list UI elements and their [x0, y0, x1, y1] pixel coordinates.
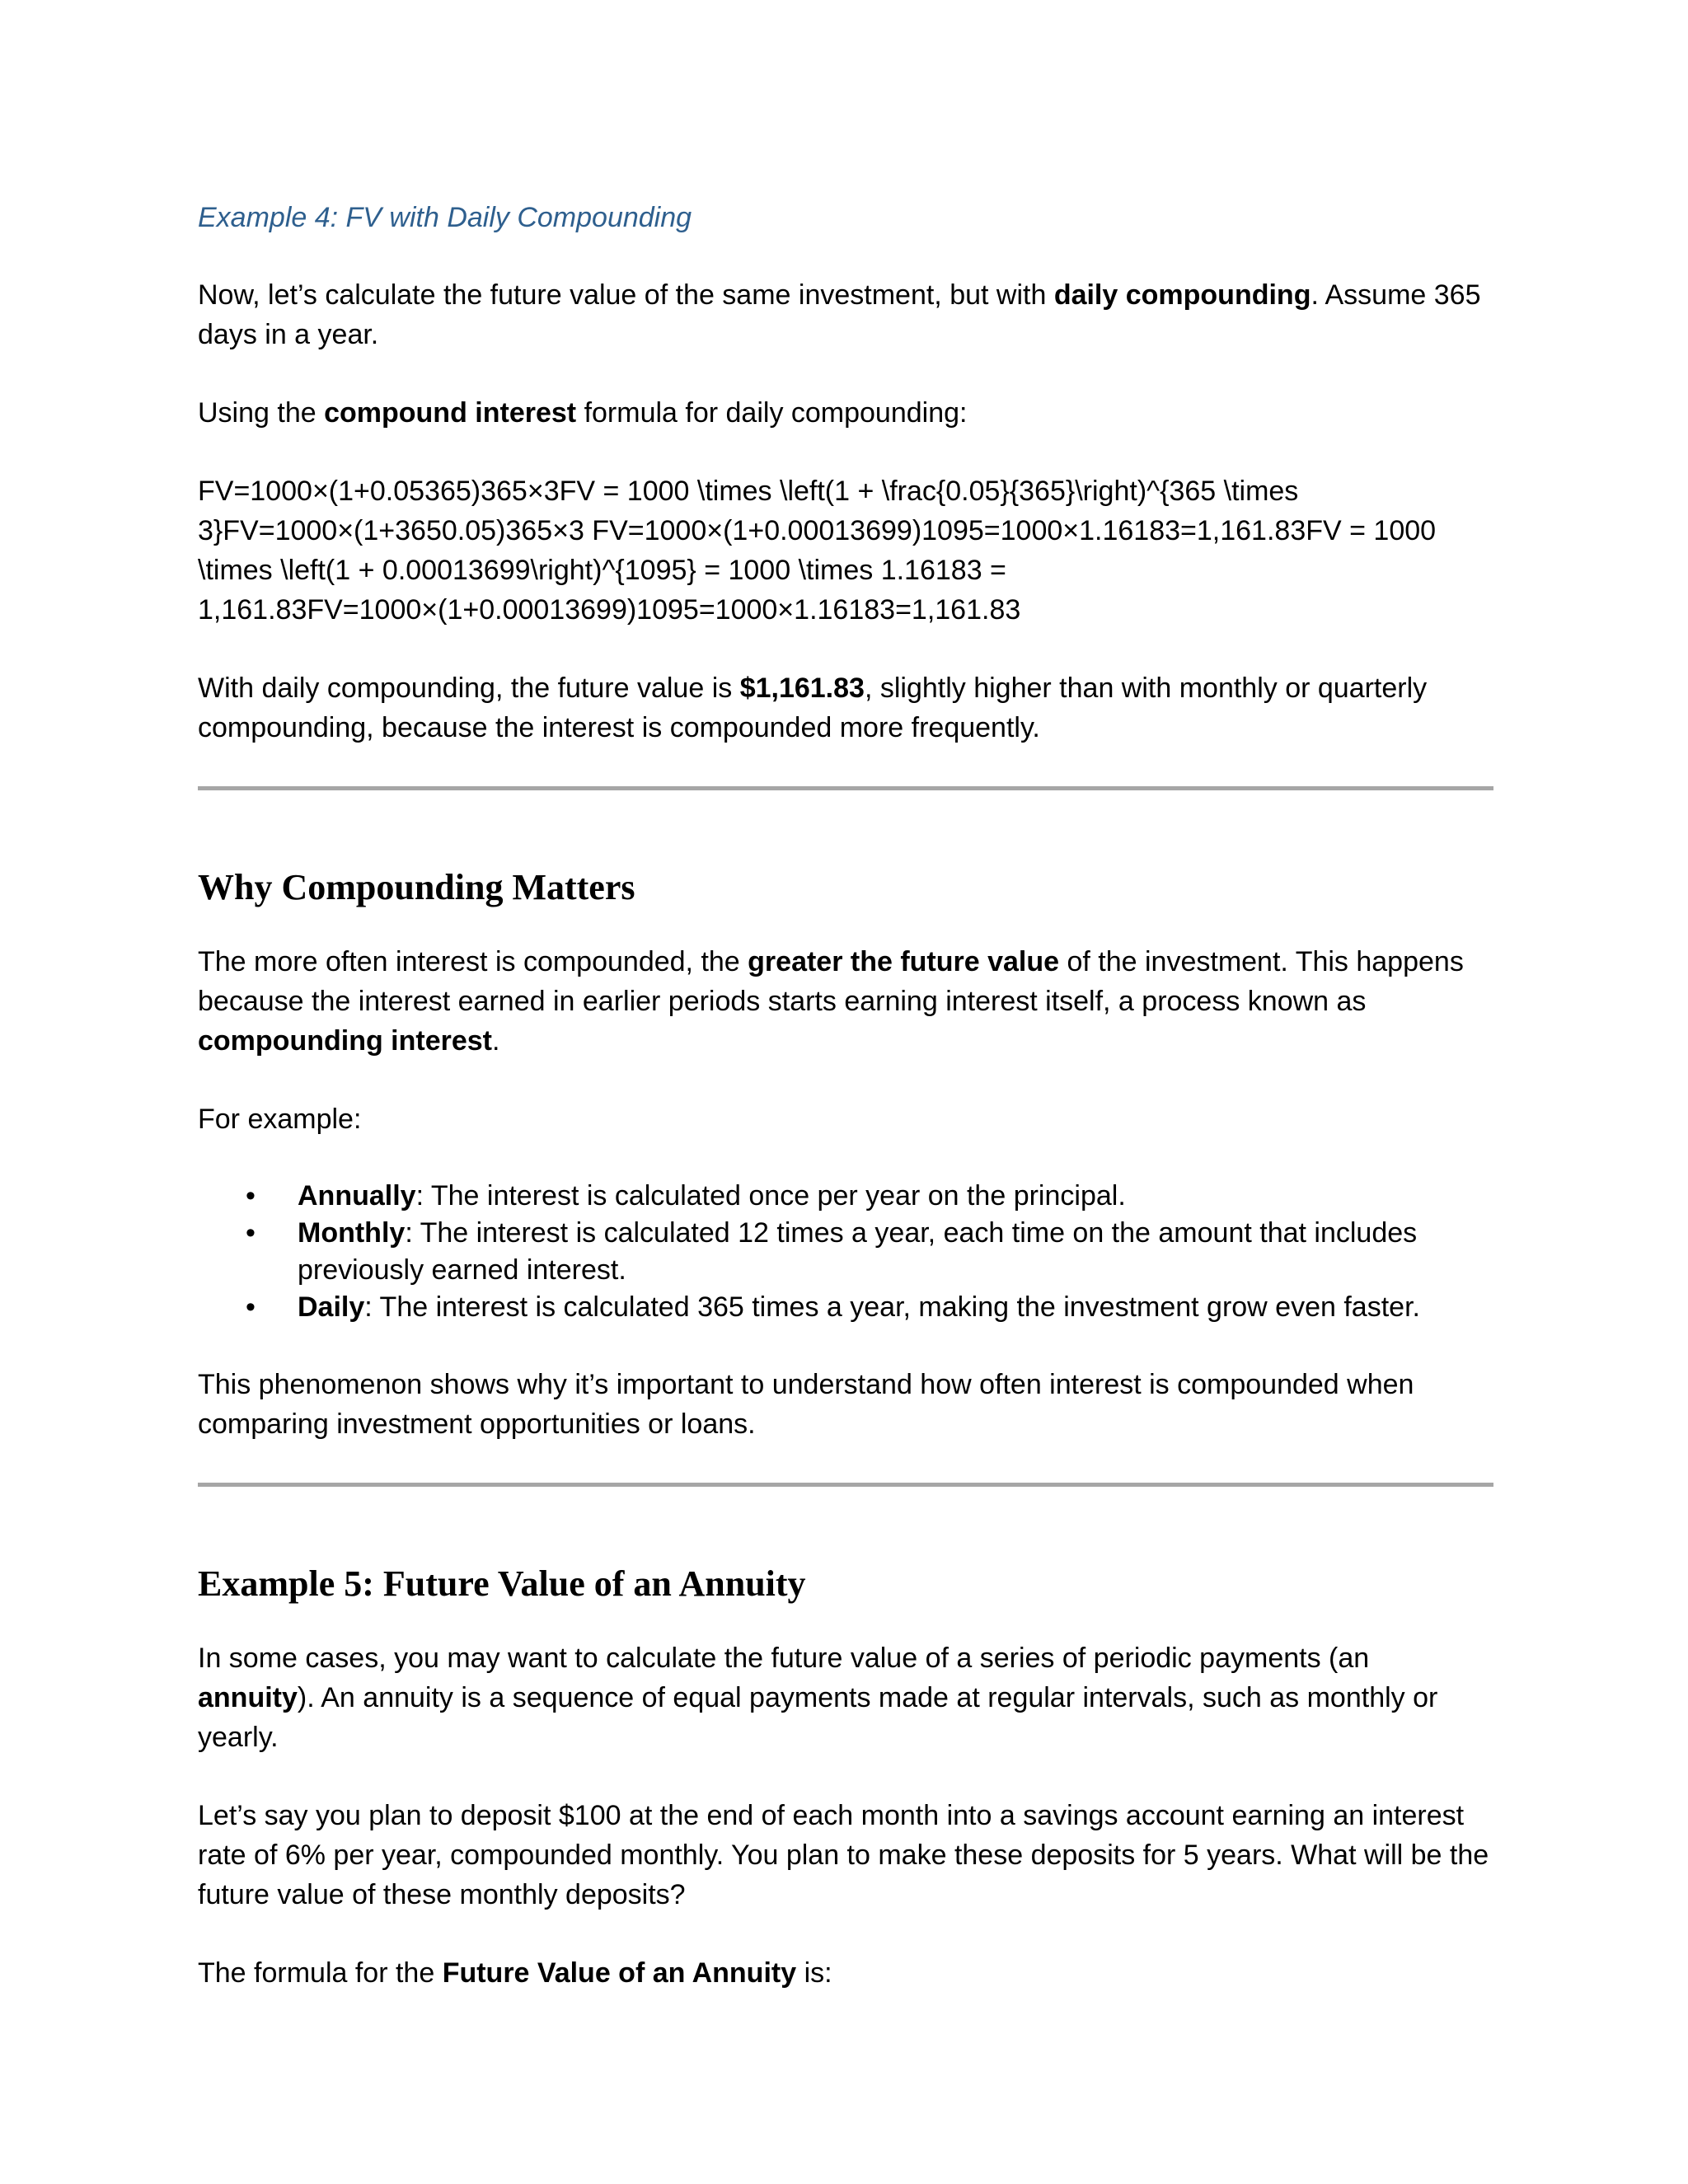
example4-result-paragraph: With daily compounding, the future value is $1,161.83, slightly higher than with monthly or quarterly compounding, because the interest is compounded more frequently. — [198, 673, 1428, 743]
example5-formula-intro: The formula for the Future Value of an Annuity is: — [198, 1957, 832, 1989]
bullet-icon: • — [246, 1180, 256, 1212]
example4-formula-intro: Using the compound interest formula for daily compounding: — [198, 397, 968, 429]
example4-formula: FV=1000×(1+0.05365)365×3FV = 1000 \times \left(1 + \frac{0.05}{365}\right)^{365 \times 3}FV=1000×(1+3650.05)365×3 FV=1000×(1+0.00013699)1095=1000×1.16183=1,161.83FV = 1000 \times \left(1 + 0.00013699\right)^{1095} = 1000 \times 1.16183 = 1,161.83FV=1000×(1+0.00013699)1095=1000×1.16183=1,161.83 — [198, 476, 1437, 626]
example5-intro-paragraph: In some cases, you may want to calculate the future value of a series of periodic payments (an annuity). An annuity is a sequence of equal payments made at regular intervals, such as monthly or yearly. — [198, 1643, 1438, 1753]
list-item: • Monthly: The interest is calculated 12 times a year, each time on the amount that includes previously earned interest. — [198, 1215, 1493, 1289]
bullet-icon: • — [246, 1217, 256, 1249]
why-compounding-paragraph: The more often interest is compounded, the greater the future value of the investment. This happens because the interest earned in earlier periods starts earning interest itself, a process known as compounding interest. — [198, 946, 1464, 1057]
example4-heading: Example 4: FV with Daily Compounding — [198, 202, 692, 233]
example5-scenario-paragraph: Let’s say you plan to deposit $100 at the end of each month into a savings account earning an interest rate of 6% per year, compounded monthly. You plan to make these deposits for 5 years. What will be the future value of these monthly deposits? — [198, 1800, 1489, 1910]
for-example-label: For example: — [198, 1104, 362, 1135]
section-divider — [198, 1483, 1493, 1487]
list-item: • Daily: The interest is calculated 365 times a year, making the investment grow even faster. — [198, 1289, 1493, 1326]
example5-heading: Example 5: Future Value of an Annuity — [198, 1563, 806, 1604]
why-compounding-heading: Why Compounding Matters — [198, 867, 635, 907]
compounding-frequency-list — [198, 1178, 1493, 1326]
list-item: • Annually: The interest is calculated once per year on the principal. — [198, 1178, 1493, 1215]
document-content — [198, 198, 1493, 1993]
bullet-icon: • — [246, 1291, 256, 1323]
example4-intro-paragraph: Now, let’s calculate the future value of the same investment, but with daily compounding. Assume 365 days in a year. — [198, 279, 1481, 350]
section-divider — [198, 786, 1493, 790]
phenomenon-paragraph: This phenomenon shows why it’s important to understand how often interest is compounded when comparing investment opportunities or loans. — [198, 1369, 1414, 1440]
